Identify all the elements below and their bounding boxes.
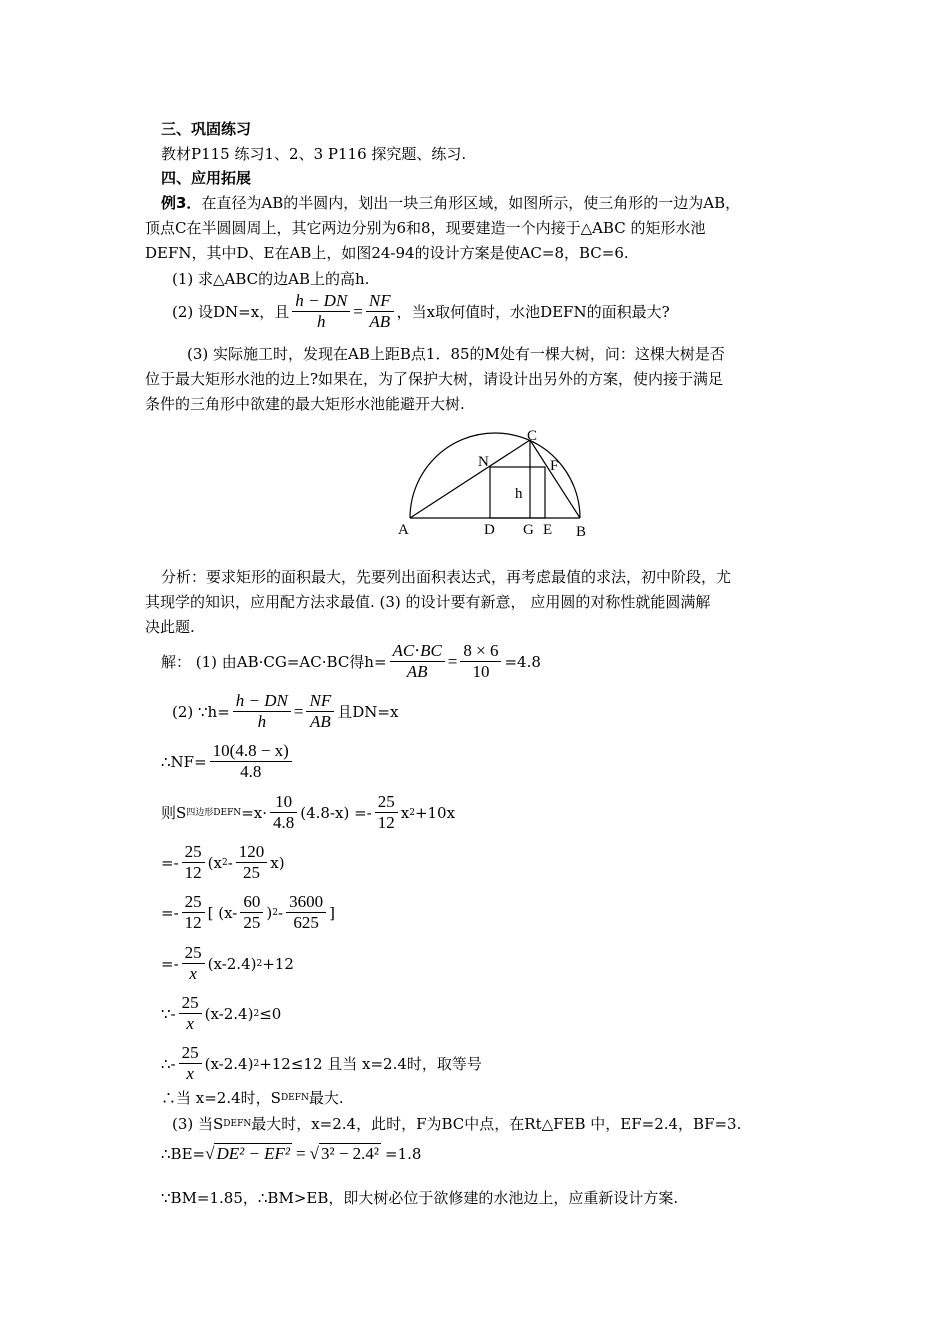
solution-step-max: ∴- $\frac{25}{x}$ (x-2.4) 2 +12≤12 且当 x=2.4时，取等号 <box>161 1043 482 1083</box>
solution-step-be: ∴BE= √ DE² − EF² = √ 3² − 2.4² =1.8 <box>161 1143 422 1163</box>
question-3-line-2: 位于最大矩形水池的边上?如果在，为了保护大树，请设计出另外的方案，使内接于满足 <box>145 370 724 388</box>
example-line-2: 顶点C在半圆圆周上，其它两边分别为6和8，现要建造一个内接于△ABC 的矩形水池 <box>145 219 706 237</box>
solution-step-factor: =- $\frac{25}{12}$ (x 2 - $\frac{120}{25}$ x) <box>161 842 285 882</box>
analysis-line-1: 分析：要求矩形的面积最大，先要列出面积表达式，再考虑最值的求法，初中阶段，尤 <box>161 568 732 586</box>
label-n: N <box>478 454 489 470</box>
label-d: D <box>484 522 495 538</box>
solution-step-2: (2) ∵h= $\frac{h - DN}{h}$ = $\frac{NF}{AB}$ 且DN=x <box>172 691 399 731</box>
section-title-consolidate: 三、巩固练习 <box>161 120 252 138</box>
radical-de-ef: DE² − EF² <box>216 1144 291 1163</box>
question-3-line-3: 条件的三角形中欲建的最大矩形水池能避开大树. <box>145 395 465 413</box>
solution-step-3: (3) 当S DEFN 最大时，x=2.4，此时，F为BC中点，在Rt△FEB 中，EF=2.4，BF=3. <box>172 1115 742 1133</box>
solution-step-area: 则S 四边形DEFN =x· $\frac{10}{4.8}$ (4.8-x) =- $\frac{25}{12}$ x 2 +10x <box>161 792 456 832</box>
label-f: F <box>550 458 559 474</box>
radical-3-24: 3² − 2.4² <box>320 1144 380 1163</box>
solution-step-complete-square: =- $\frac{25}{12}$ [ (x- $\frac{60}{25}$ ) 2 - $\frac{3600}{625}$ ] <box>161 892 335 932</box>
question-1: (1) 求△ABC的边AB上的高h. <box>172 270 370 288</box>
question-3-line-1: (3) 实际施工时，发现在AB上距B点1．85的M处有一棵大树，问：这棵大树是否 <box>187 345 725 363</box>
label-b: B <box>576 524 587 540</box>
fraction-8x6-over-10: $\frac{8 \times 6}{10}$ <box>460 641 501 682</box>
solution-step-vertex: =- $\frac{25}{x}$ (x-2.4) 2 +12 <box>161 943 294 983</box>
section-title-extend: 四、应用拓展 <box>161 169 252 187</box>
analysis-line-2: 其现学的知识，应用配方法求最值. (3) 的设计要有新意， 应用圆的对称性就能圆满解 <box>145 593 711 611</box>
solution-step-1: 解： (1) 由AB·CG=AC·BC得h= $\frac{AC\cdot BC}{AB}$ = $\frac{8 \times 6}{10}$ =4.8 <box>161 641 541 681</box>
solution-step-nonpositive: ∵- $\frac{25}{x}$ (x-2.4) 2 ≤0 <box>161 993 282 1033</box>
example-line-3: DEFN，其中D、E在AB上，如图24-94的设计方案是使AC=8，BC=6. <box>145 244 629 262</box>
label-c: C <box>527 428 538 444</box>
question-2: (2) 设DN=x，且 $\frac{h - DN}{h}$ = $\frac{NF}{AB}$ ，当x取何值时，水池DEFN的面积最大? <box>172 291 670 331</box>
label-h: h <box>515 486 523 502</box>
fraction-h-dn-over-h: $\frac{h - DN}{h}$ <box>292 291 350 332</box>
semicircle-arc <box>410 433 580 518</box>
fraction-nf-over-ab: $\frac{NF}{AB}$ <box>366 291 394 332</box>
example-line-1: 例3．在直径为AB的半圆内，划出一块三角形区域，如图所示，使三角形的一边为AB， <box>161 194 741 212</box>
solution-conclusion: ∴当 x=2.4时，S DEFN 最大. <box>161 1089 344 1107</box>
solution-step-nf: ∴NF= $\frac{10(4.8 - x)}{4.8}$ <box>161 741 295 782</box>
label-g: G <box>523 522 534 538</box>
fraction-ac-bc-over-ab: $\frac{AC\cdot BC}{AB}$ <box>390 641 445 682</box>
side-ac <box>410 440 530 518</box>
solution-final: ∵BM=1.85，∴BM>EB，即大树必位于欲修建的水池边上，应重新设计方案. <box>161 1189 679 1207</box>
semicircle-figure <box>395 425 605 540</box>
consolidate-text: 教材P115 练习1、2、3 P116 探究题、练习. <box>161 145 467 163</box>
label-a: A <box>398 522 409 538</box>
label-e: E <box>543 522 553 538</box>
side-bc <box>530 440 580 518</box>
analysis-line-3: 决此题. <box>145 618 195 636</box>
example-label: 例3． <box>161 194 202 212</box>
